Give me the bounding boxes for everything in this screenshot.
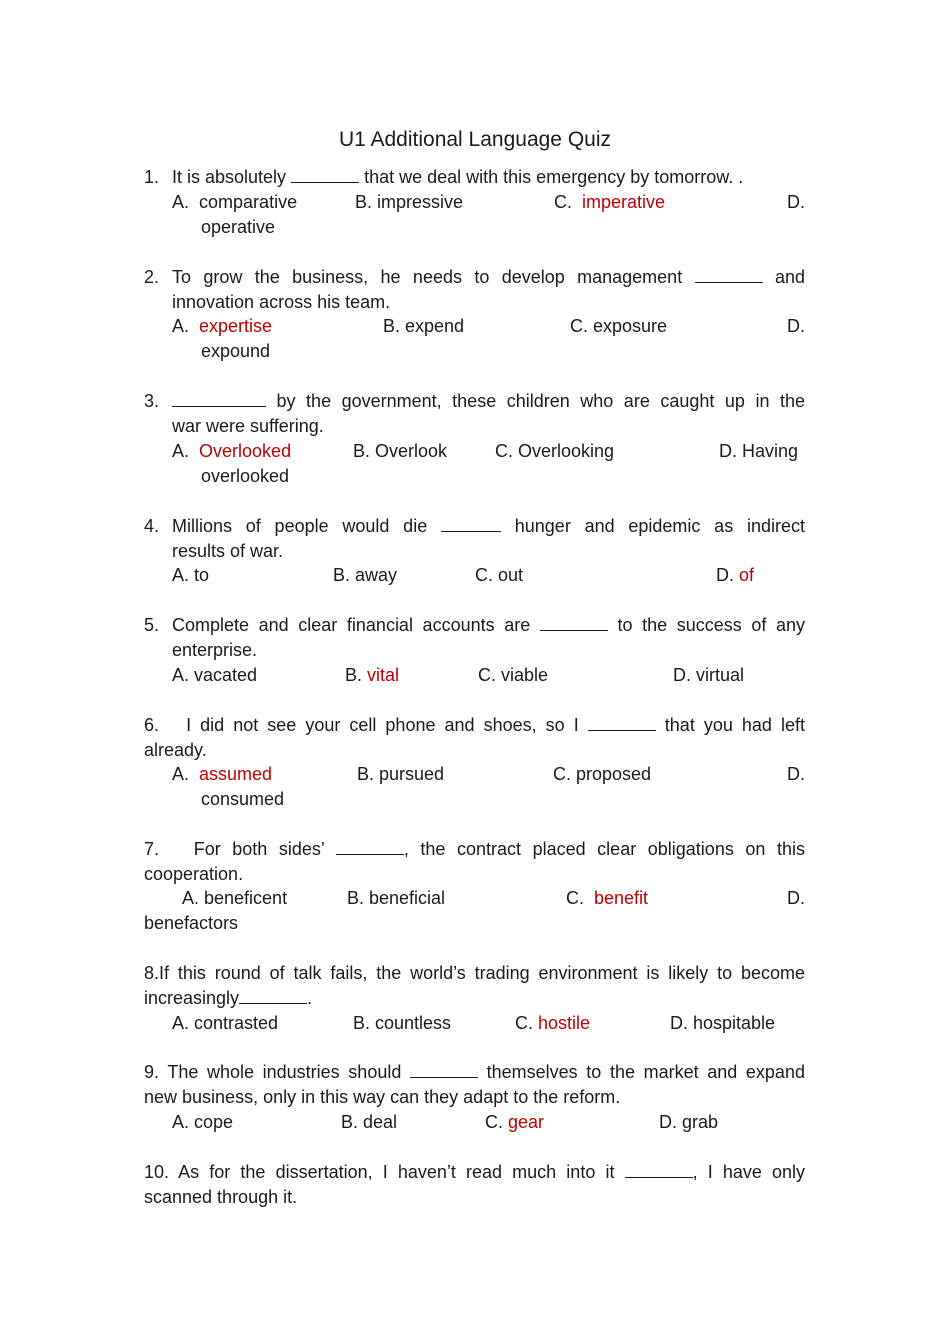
question-number: 9. bbox=[144, 1062, 160, 1082]
question-stem-cont: increasingly . bbox=[144, 988, 313, 1008]
answer-blank bbox=[625, 1163, 693, 1178]
option-b: B. expend bbox=[383, 316, 465, 336]
answer-blank bbox=[291, 168, 359, 183]
question-number: 7. bbox=[144, 839, 160, 859]
question-number: 8. bbox=[144, 963, 160, 983]
question-stem-cont: cooperation. bbox=[144, 864, 244, 884]
page-title: U1 Additional Language Quiz bbox=[338, 128, 612, 151]
question-stem: Millions of people would die hunger and epidemic as indirect bbox=[172, 516, 805, 536]
question-stem: 6. I did not see your cell phone and shoes, so I that you had left bbox=[144, 715, 805, 735]
option-d: D. Having bbox=[719, 441, 799, 461]
question-number: 2. bbox=[144, 267, 160, 287]
option-d-text: overlooked bbox=[201, 466, 290, 486]
question-stem: Complete and clear financial accounts are to the success of any bbox=[172, 615, 805, 635]
option-d: D. bbox=[787, 888, 805, 908]
answer-blank bbox=[410, 1063, 478, 1078]
question-stem-cont: new business, only in this way can they adapt to the reform. bbox=[144, 1087, 621, 1107]
option-d-text: expound bbox=[201, 341, 271, 361]
option-a: A. vacated bbox=[172, 665, 258, 685]
question-number: 1. bbox=[144, 167, 160, 187]
answer-blank bbox=[172, 392, 266, 407]
correct-answer: imperative bbox=[582, 192, 666, 212]
question-number: 6. bbox=[144, 715, 160, 735]
option-d-text: benefactors bbox=[144, 913, 239, 933]
correct-answer: expertise bbox=[199, 316, 273, 336]
option-d-text: operative bbox=[201, 217, 276, 237]
option-c: C. gear bbox=[485, 1112, 545, 1132]
option-a: A. expertise bbox=[172, 316, 273, 336]
answer-blank bbox=[441, 517, 501, 532]
option-d-text: consumed bbox=[201, 789, 285, 809]
question-number: 10. bbox=[144, 1162, 170, 1182]
answer-blank bbox=[336, 840, 404, 855]
option-a: A. assumed bbox=[172, 764, 273, 784]
option-a: A. contrasted bbox=[172, 1013, 279, 1033]
option-c: C. benefit bbox=[566, 888, 649, 908]
question-stem-cont: results of war. bbox=[172, 541, 284, 561]
answer-blank bbox=[540, 616, 608, 631]
correct-answer: of bbox=[739, 565, 755, 585]
answer-blank bbox=[239, 989, 307, 1004]
option-c: C. proposed bbox=[553, 764, 652, 784]
option-c: C. exposure bbox=[570, 316, 668, 336]
option-b: B. away bbox=[333, 565, 398, 585]
question-stem: 8.If this round of talk fails, the world’s trading environment is likely to become bbox=[144, 963, 805, 983]
option-a: A. beneficent bbox=[182, 888, 288, 908]
option-c: C. out bbox=[475, 565, 524, 585]
option-d: D. bbox=[787, 764, 805, 784]
question-stem: 10. As for the dissertation, I haven’t read much into it , I have only bbox=[144, 1162, 805, 1182]
option-a: A. Overlooked bbox=[172, 441, 292, 461]
question-number: 5. bbox=[144, 615, 160, 635]
option-c: C. Overlooking bbox=[495, 441, 615, 461]
correct-answer: vital bbox=[367, 665, 400, 685]
option-b: B. deal bbox=[341, 1112, 398, 1132]
question-stem-cont: enterprise. bbox=[172, 640, 258, 660]
correct-answer: Overlooked bbox=[199, 441, 292, 461]
option-c: C. viable bbox=[478, 665, 549, 685]
option-d: D. bbox=[787, 316, 805, 336]
option-d: D. of bbox=[716, 565, 755, 585]
option-b: B. beneficial bbox=[347, 888, 446, 908]
answer-blank bbox=[695, 268, 763, 283]
question-stem: 7. For both sides’ , the contract placed clear obligations on this bbox=[144, 839, 805, 859]
question-stem: 9. The whole industries should themselves to the market and expand bbox=[144, 1062, 805, 1082]
correct-answer: assumed bbox=[199, 764, 273, 784]
question-stem-cont: innovation across his team. bbox=[172, 292, 391, 312]
question-stem: by the government, these children who are caught up in the bbox=[172, 389, 805, 414]
correct-answer: benefit bbox=[594, 888, 649, 908]
option-d: D. hospitable bbox=[670, 1013, 776, 1033]
correct-answer: hostile bbox=[538, 1013, 591, 1033]
option-c: C. hostile bbox=[515, 1013, 591, 1033]
question-number: 3. bbox=[144, 391, 160, 411]
option-a: A. comparative bbox=[172, 192, 298, 212]
question-stem-cont: already. bbox=[144, 740, 207, 760]
question-number: 4. bbox=[144, 516, 160, 536]
option-d: D. virtual bbox=[673, 665, 745, 685]
answer-blank bbox=[588, 716, 656, 731]
option-a: A. to bbox=[172, 565, 210, 585]
question-stem: It is absolutely that we deal with this emergency by tomorrow. . bbox=[172, 167, 744, 187]
option-d: D. grab bbox=[659, 1112, 719, 1132]
question-stem-cont: scanned through it. bbox=[144, 1187, 298, 1207]
option-c: C. imperative bbox=[554, 192, 666, 212]
option-b: B. pursued bbox=[357, 764, 445, 784]
option-d: D. bbox=[787, 192, 805, 212]
question-stem-cont: war were suffering. bbox=[172, 416, 324, 436]
option-a: A. cope bbox=[172, 1112, 234, 1132]
question-stem: To grow the business, he needs to develop management and bbox=[172, 267, 805, 287]
option-b: B. countless bbox=[353, 1013, 452, 1033]
option-b: B. vital bbox=[345, 665, 400, 685]
option-b: B. Overlook bbox=[353, 441, 448, 461]
correct-answer: gear bbox=[508, 1112, 545, 1132]
option-b: B. impressive bbox=[355, 192, 464, 212]
